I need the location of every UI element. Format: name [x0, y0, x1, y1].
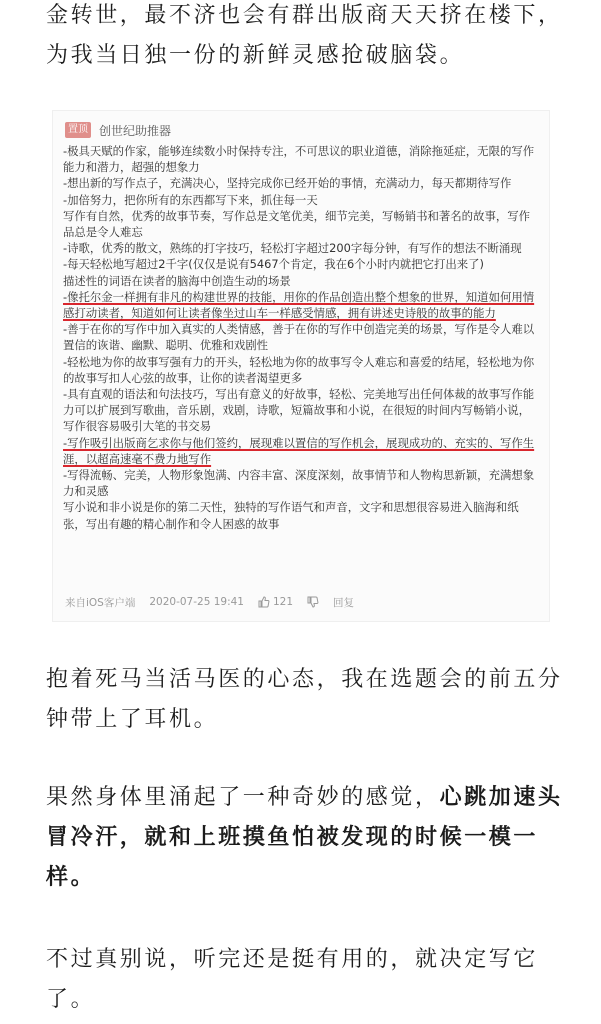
comment-line: 写作有自然，优秀的故事节奏，写作总是文笔优美，细节完美，写畅销书和著名的故事，写作品总是令人难忘 [63, 208, 531, 240]
like-button[interactable] [258, 596, 293, 608]
comment-line: 写小说和非小说是你的第二天性，独特的写作语气和声音，文字和思想很容易进入脑海和纸张，写出有趣的精心制作和令人困惑的故事 [63, 500, 519, 531]
comment-footer [65, 593, 354, 611]
underlined-line-publishers: -写作吸引出版商乞求你与他们签约，展现难以置信的写作机会，展现成功的、充实的、写作生涯，以超高速毫不费力地写作 [63, 435, 535, 466]
comment-body [63, 143, 541, 532]
comment-line: -每天轻松地写超过2千字(仅仅是说有5467个肯定，我在6个小时内就把它打出来了) [63, 257, 484, 272]
comment-line: -诗歌，优秀的散文，熟练的打字技巧，轻松打字超过200字每分钟，有写作的想法不断涌现 [63, 241, 522, 256]
comment-author: 创世纪助推器 [99, 123, 172, 138]
underlined-line-tolkien: -像托尔金一样拥有非凡的构建世界的技能，用你的作品创造出整个想象的世界，知道如何用情感打动读者，知道如何让读者像坐过山车一样感受情感，拥有讲述史诗般的故事的能力 [63, 289, 535, 321]
comment-line: -具有直观的语法和句法技巧，写出有意义的好故事，轻松、完美地写出任何体裁的故事写作能力可以扩展到写歌曲，音乐剧，戏剧，诗歌，短篇故事和小说，在很短的时间内写畅销小说，写作很容易吸引大笔的书交易 [63, 387, 535, 434]
paragraph-3-bold: 心跳加速头冒冷汗，就和上班摸鱼怕被发现的时候一模一样。 [46, 785, 563, 890]
reply-button[interactable]: 回复 [333, 596, 355, 609]
comment-line: -极具天赋的作家，能够连续数小时保持专注，不可思议的职业道德，消除拖延症，无限的写作能力和潜力，超强的想象力 [63, 144, 535, 175]
comment-header [65, 121, 171, 139]
comment-line: 描述性的词语在读者的脑海中创造生动的场景 [63, 273, 291, 288]
comment-line: -轻松地为你的故事写强有力的开头，轻松地为你的故事写令人难忘和喜爱的结尾，轻松地为你的故事写扣人心弦的故事，让你的读者渴望更多 [63, 354, 535, 385]
like-count: 121 [272, 596, 294, 608]
thumbs-down-icon [307, 596, 319, 608]
article-paragraph-2: 抱着死马当活马医的心态，我在选题会的前五分钟带上了耳机。 [46, 667, 563, 732]
comment-line: -写得流畅、完美，人物形象饱满、内容丰富、深度深刻，故事情节和人物构思新颖，充满想象力和灵感 [63, 468, 535, 499]
paragraph-3-lead: 果然身体里涌起了一种奇妙的感觉， [46, 785, 440, 810]
comment-line: -加倍努力，把你所有的东西都写下来，抓住每一天 [63, 192, 318, 207]
comment-line: -善于在你的写作中加入真实的人类情感，善于在你的写作中创造完美的场景，写作是令人难以置信的诙谐、幽默、聪明、优雅和戏剧性 [63, 322, 535, 353]
comment-source: 来自iOS客户端 [65, 596, 136, 609]
dislike-button[interactable] [307, 596, 319, 608]
article-paragraph-1: 金转世，最不济也会有群出版商天天挤在楼下，为我当日独一份的新鲜灵感抢破脑袋。 [46, 3, 563, 68]
thumbs-up-icon [258, 596, 270, 608]
article-paragraph-3 [46, 778, 566, 898]
comment-timestamp: 2020-07-25 19:41 [149, 596, 244, 608]
pinned-badge: 置顶 [65, 122, 91, 138]
screenshot-comment-card [52, 110, 550, 622]
article-paragraph-4: 不过真别说，听完还是挺有用的，就决定写它了。 [46, 947, 539, 1012]
comment-line: -想出新的写作点子，充满决心，坚持完成你已经开始的事情，充满动力，每天都期待写作 [63, 176, 512, 191]
